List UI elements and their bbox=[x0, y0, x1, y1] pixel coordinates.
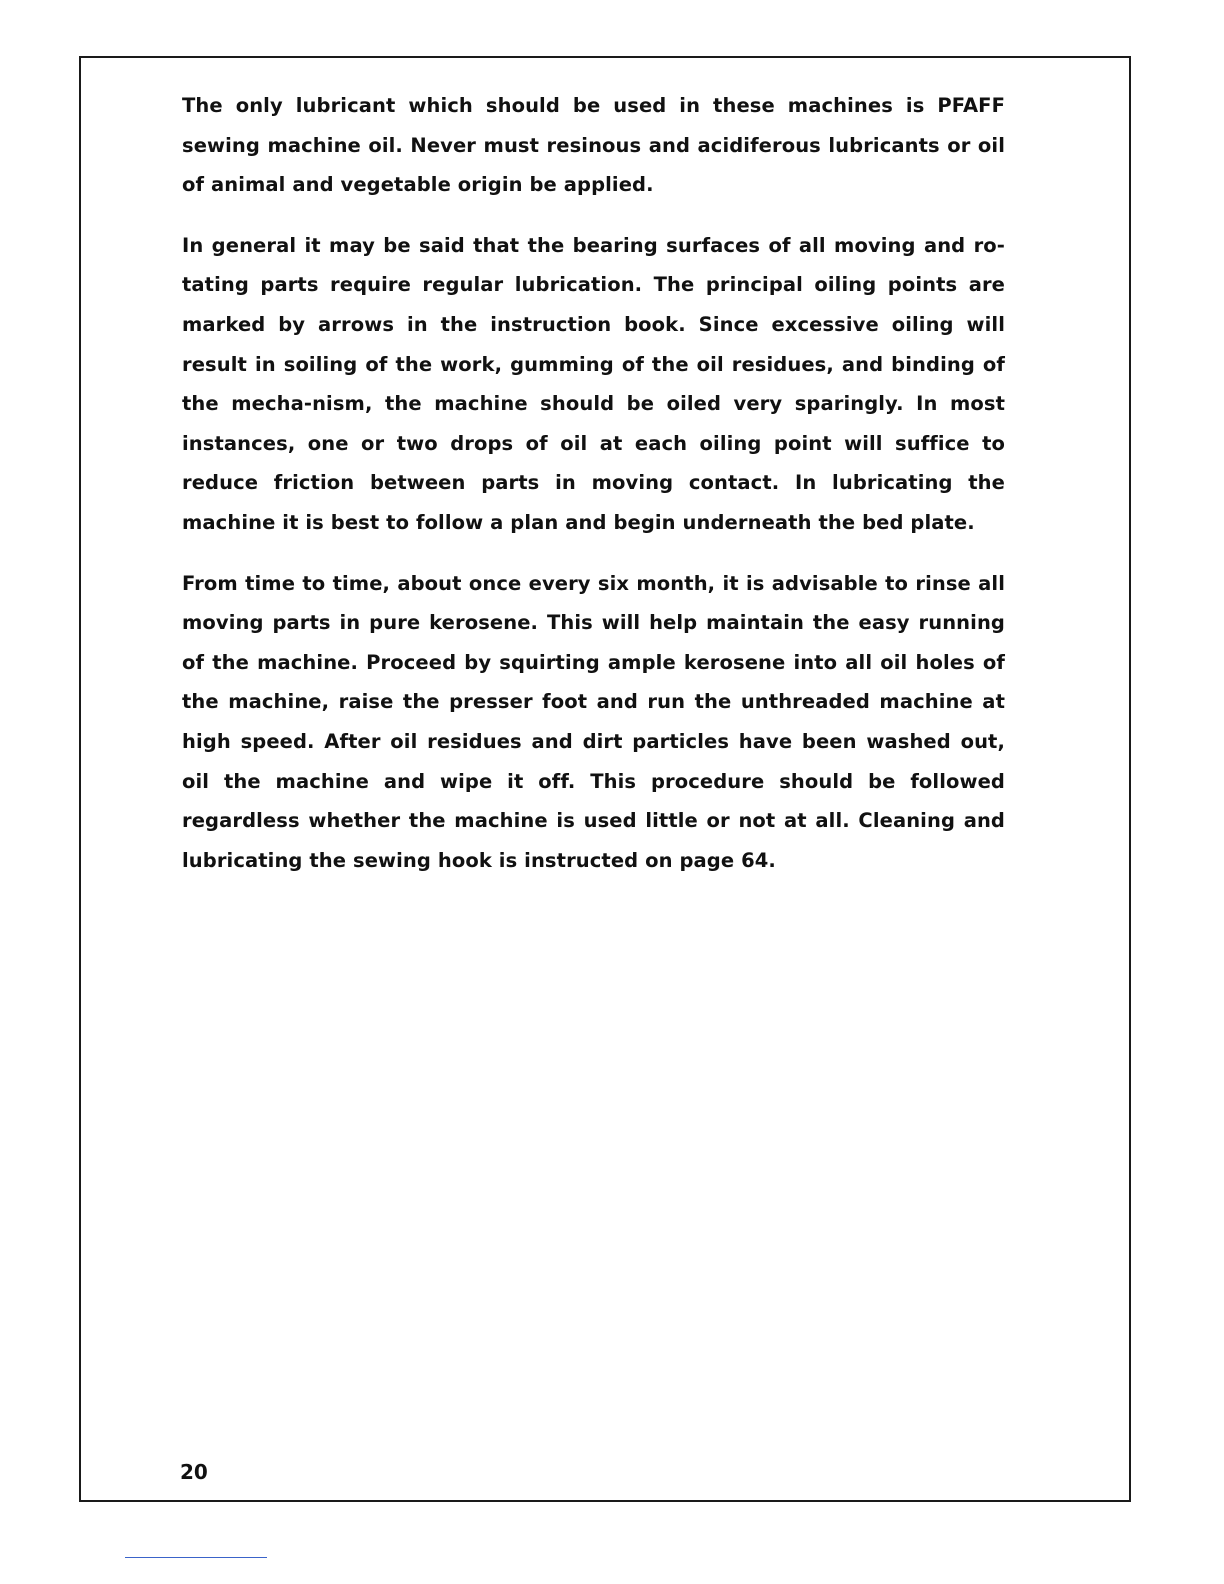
text-body bbox=[182, 86, 1005, 901]
page-frame bbox=[79, 56, 1131, 1502]
page-number: 20 bbox=[180, 1460, 208, 1484]
paragraph-kerosene-cleaning: From time to time, about once every six month, it is advisable to rinse all moving parts in pure kerosene. This will help maintain the easy running of the machine. Proceed by squirting ample kerosene into all oil holes of the machine, raise the presser foot and run the unthreaded machine at high speed. After oil residues and dirt particles have been washed out, oil the machine and wipe it off. This procedure should be followed regardless whether the machine is used little or not at all. Cleaning and lubricating the sewing hook is instructed on page 64. bbox=[182, 571, 1005, 872]
paragraph-lubricant-type: The only lubricant which should be used in these machines is PFAFF sewing machine oil. Never must resinous and acidiferous lubricants or oil of animal and vegetable origin be applied. bbox=[182, 94, 1005, 197]
bottom-rule bbox=[125, 1557, 267, 1558]
paragraph-oiling-points: In general it may be said that the bearing surfaces of all moving and ro-tating parts require regular lubrication. The principal oiling points are marked by arrows in the instruction book. Since excessive oiling will result in soiling of the work, gumming of the oil residues, and binding of the mecha-nism, the machine should be oiled very sparingly. In most instances, one or two drops of oil at each oiling point will suffice to reduce friction between parts in moving contact. In lubricating the machine it is best to follow a plan and begin underneath the bed plate. bbox=[182, 233, 1005, 534]
